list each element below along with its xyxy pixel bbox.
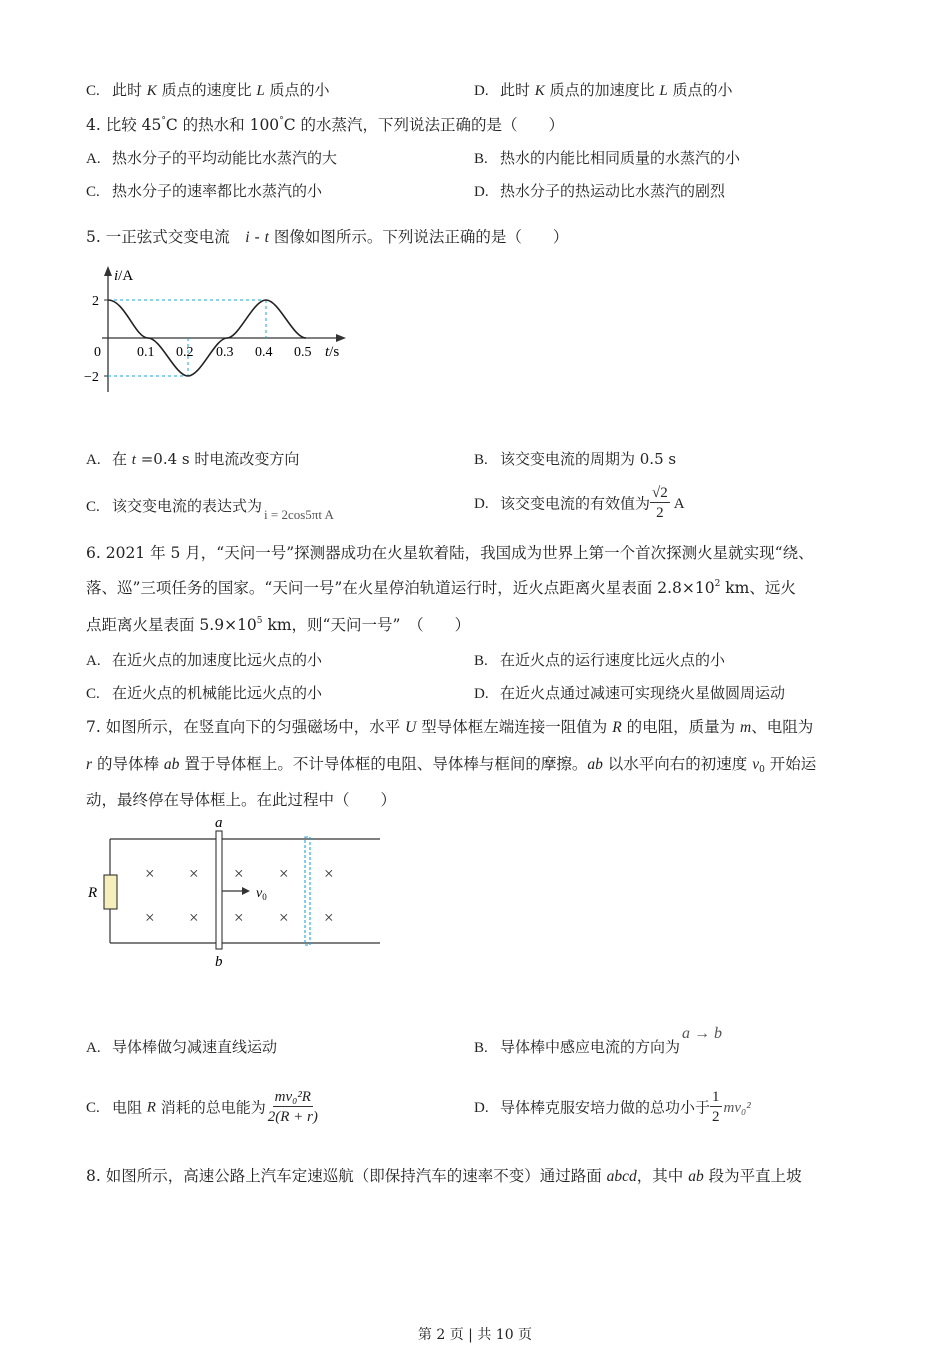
x-tick-01: 0.1 (137, 345, 155, 360)
q7-stem-line1: 7. 如图所示，在竖直向下的匀强磁场中，水平 U 型导体框左端连接一阻值为 R 的电阻，质量为 m、电阻为 (86, 718, 814, 736)
rod-label-a: a (215, 815, 223, 831)
x-label-t: t (325, 344, 330, 360)
x-tick-04: 0.4 (255, 345, 273, 360)
q5-option-c: C. 该交变电流的表达式为 i = 2cos5πt A (86, 497, 334, 522)
q6-stem-line2: 落、巡”三项任务的国家。“天问一号”在火星停泊轨道运行时，近火点距离火星表面 $2.8\times 10^2$ km、远火 (86, 579, 796, 597)
q6-option-a: A. 在近火点的加速度比远火点的小 (86, 651, 323, 669)
q4-option-a: A. 热水分子的平均动能比水蒸汽的大 (86, 149, 338, 167)
x-label-unit: /s (329, 344, 340, 360)
q6-option-b: B. 在近火点的运行速度比远火点的小 (474, 651, 726, 669)
svg-text:×: × (324, 864, 334, 883)
origin-label: 0 (94, 345, 101, 360)
x-tick-02: 0.2 (176, 345, 194, 360)
svg-text:i/A (114, 268, 133, 284)
q3-option-c: C. 此时 K 质点的速度比 L 质点的小 (86, 81, 330, 99)
y-label-i: i (114, 268, 119, 284)
q3-option-d: D. 此时 K 质点的加速度比 L 质点的小 (474, 81, 733, 99)
svg-text:×: × (145, 908, 155, 927)
resistor-label: R (88, 885, 98, 901)
y-axis-arrow (104, 266, 112, 276)
q7-option-d: D. 导体棒克服安培力做的总功小于 $\frac{1}{2}$ mv₀² (474, 1089, 751, 1125)
x-axis-arrow (336, 334, 346, 342)
q4-option-c: C. 热水分子的速率都比水蒸汽的小 (86, 182, 323, 200)
q7-stem-line3: 动，最终停在导体框上。在此过程中（ ） (86, 791, 397, 809)
q5-c-formula: i = 2cos5πt A (264, 507, 334, 522)
y-tick-pos: 2 (92, 294, 99, 309)
y-label-unit: /A (118, 268, 134, 284)
x-tick-03: 0.3 (216, 345, 234, 360)
q7-circuit-figure (84, 815, 384, 975)
y-tick-neg: −2 (84, 370, 99, 385)
svg-text:×: × (234, 908, 244, 927)
q6-option-d: D. 在近火点通过减速可实现绕火星做圆周运动 (474, 684, 786, 702)
q7-c-fraction: $\frac{\text{mv₀²R}}{2(R + r)}$ (267, 1089, 318, 1125)
q6-stem-line3: 点距离火星表面 $5.9\times 10^5$ km，则“天问一号” （ ） (86, 616, 471, 634)
svg-text:×: × (145, 864, 155, 883)
q7-option-a: A. 导体棒做匀减速直线运动 (86, 1038, 278, 1056)
resistor (104, 875, 117, 909)
q4-stem: 4. 比较 45°C 的热水和 100°C 的水蒸汽，下列说法正确的是（ ） (86, 116, 564, 134)
svg-text:×: × (234, 864, 244, 883)
q5-d-fraction: $\frac{√2}{2}$ (652, 485, 668, 521)
x-tick-05: 0.5 (294, 345, 312, 360)
svg-text:t/s (325, 344, 339, 360)
q7-option-b: B. 导体棒中感应电流的方向为a → b (474, 1025, 723, 1056)
q5-current-time-graph (80, 262, 360, 402)
conductor-rod-ab (216, 831, 222, 949)
q5-stem: 5. 一正弦式交变电流 i - t 图像如图所示。下列说法正确的是（ ） (86, 228, 569, 246)
q7-option-c: C. 电阻 R 消耗的总电能为 $\frac{\text{mv₀²R}}{2(R + r)}$ (86, 1089, 318, 1125)
q6-option-c: C. 在近火点的机械能比远火点的小 (86, 684, 323, 702)
q7-b-formula: a → b (682, 1025, 723, 1042)
svg-text:×: × (279, 864, 289, 883)
rod-label-b: b (215, 954, 223, 970)
q5-option-a: A. 在 t =0.4 s 时电流改变方向 (86, 450, 300, 468)
q6-stem-line1: 6. 2021 年 5 月，“天问一号”探测器成功在火星软着陆，我国成为世界上第一个首次探测火星就实现“绕、 (86, 544, 814, 562)
q7-d-fraction: $\frac{1}{2}$ (712, 1089, 720, 1125)
q5-option-b: B. 该交变电流的周期为 0.5 s (474, 450, 677, 468)
q8-stem: 8. 如图所示，高速公路上汽车定速巡航（即保持汽车的速率不变）通过路面 abcd，其中 ab 段为平直上坡 (86, 1167, 802, 1185)
svg-text:v0: $v_0$ (256, 886, 267, 902)
svg-text:×: × (189, 864, 199, 883)
svg-text:×: × (324, 908, 334, 927)
q7-stem-line2: r 的导体棒 ab 置于导体框上。不计导体框的电阻、导体棒与框间的摩擦。ab 以水平向右的初速度 $v_0$ 开始运 (86, 755, 817, 775)
page-footer: 第 2 页 | 共 10 页 (417, 1327, 533, 1343)
svg-text:×: × (279, 908, 289, 927)
q4-option-b: B. 热水的内能比相同质量的水蒸汽的小 (474, 149, 741, 167)
q4-option-d: D. 热水分子的热运动比水蒸汽的剧烈 (474, 182, 726, 200)
q5-option-d: D. 该交变电流的有效值为 $\frac{√2}{2}$ A (474, 485, 685, 521)
final-rod-position (305, 837, 310, 945)
velocity-label: v (256, 886, 263, 901)
svg-text:×: × (189, 908, 199, 927)
